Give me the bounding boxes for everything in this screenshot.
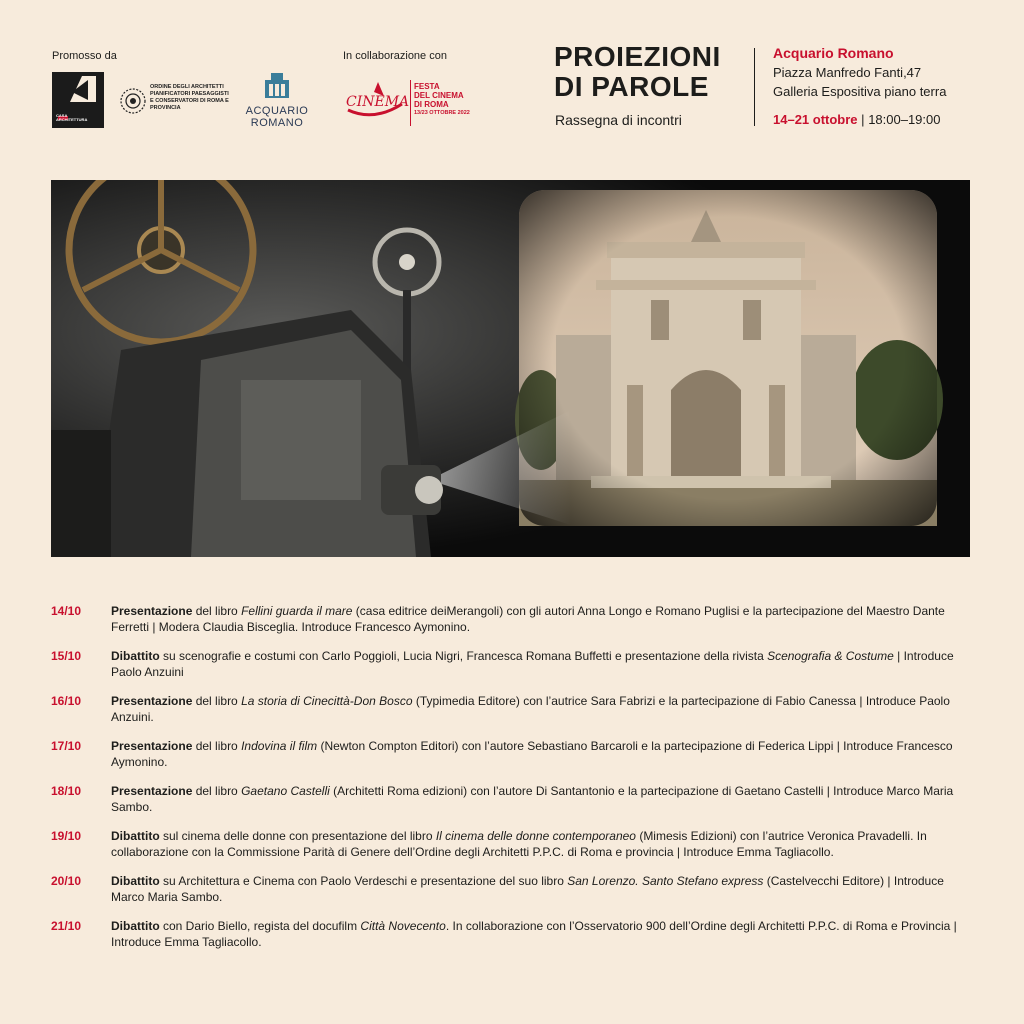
event-text-pre: sul cinema delle donne con presentazione del libro	[159, 829, 436, 843]
collaboration-label: In collaborazione con	[343, 50, 447, 62]
promoted-by-label: Promosso da	[52, 50, 117, 62]
schedule-date: 16/10	[51, 694, 82, 708]
event-text-post: (Castelvecchi Editore) | Introduce Marco Maria Sambo.	[111, 874, 944, 904]
page-subtitle: Rassegna di incontri	[555, 112, 682, 128]
acquario-romano-logo	[242, 70, 312, 134]
schedule-item	[51, 918, 976, 950]
book-title: San Lorenzo. Santo Stefano express	[567, 874, 764, 888]
event-type: Presentazione	[111, 604, 193, 618]
schedule-description	[111, 648, 976, 680]
event-text-post: (casa editrice deiMerangoli) con gli autori Anna Longo e Romano Puglisi e la partecipazione del Maestro Dante Ferretti | Modera Claudia Bisceglia. Introduce Francesco Aymonino.	[111, 604, 945, 634]
ordine-architetti-logo	[120, 84, 230, 118]
book-title: Fellini guarda il mare	[241, 604, 353, 618]
casa-logo-line2: ARCHITETTURA	[56, 117, 88, 122]
schedule-description	[111, 918, 976, 950]
schedule-item	[51, 783, 976, 815]
casa-architettura-logo	[52, 72, 104, 128]
schedule-item	[51, 693, 976, 725]
festa-line1: FESTA	[414, 82, 440, 91]
schedule-description	[111, 738, 976, 770]
book-title: Gaetano Castelli	[241, 784, 330, 798]
title-line1: PROIEZIONI	[554, 41, 721, 72]
event-text-pre: del libro	[192, 739, 242, 753]
schedule-item	[51, 828, 976, 860]
acquario-logo-line1: ACQUARIO	[245, 105, 309, 117]
acquario-logo-line2: ROMANO	[250, 117, 304, 129]
event-text-post: (Architetti Roma edizioni) con l’autore Di Santantonio e la partecipazione di Gaetano Castelli | Introduce Marco Maria Sambo.	[111, 784, 954, 814]
festa-line3: DI ROMA	[414, 100, 449, 109]
schedule-date: 15/10	[51, 649, 82, 663]
event-text-pre: del libro	[192, 604, 242, 618]
schedule-description	[111, 693, 976, 725]
festa-line2: DEL CINEMA	[414, 91, 464, 100]
schedule-description	[111, 828, 976, 860]
venue-name: Acquario Romano	[773, 45, 894, 61]
book-title: Il cinema delle donne contemporaneo	[435, 829, 636, 843]
schedule-date: 21/10	[51, 919, 82, 933]
event-type: Dibattito	[111, 649, 160, 663]
schedule-item	[51, 603, 976, 635]
ordine-seal-icon	[120, 88, 146, 114]
event-text-pre: su scenografie e costumi con Carlo Poggioli, Lucia Nigri, Francesca Romana Buffetti e presentazione della rivista	[159, 649, 768, 663]
schedule-date: 19/10	[51, 829, 82, 843]
schedule-description	[111, 603, 976, 635]
venue-info	[773, 44, 946, 129]
schedule-description	[111, 783, 976, 815]
event-type: Presentazione	[111, 739, 193, 753]
event-type: Dibattito	[111, 874, 160, 888]
schedule-date: 17/10	[51, 739, 82, 753]
schedule-item	[51, 738, 976, 770]
event-type: Presentazione	[111, 784, 193, 798]
schedule-date: 18/10	[51, 784, 82, 798]
event-text-pre: del libro	[192, 784, 242, 798]
venue-hall: Galleria Espositiva piano terra	[773, 84, 947, 99]
event-hours: 18:00–19:00	[868, 112, 941, 127]
ordine-logo-text: ORDINE DEGLI ARCHITETTI PIANIFICATORI PAESAGGISTI E CONSERVATORI DI ROMA E PROVINCIA	[150, 84, 229, 111]
header-divider	[754, 48, 755, 126]
title-line2: DI PAROLE	[554, 71, 709, 102]
event-text-post: (Typimedia Editore) con l’autrice Sara Fabrizi e la partecipazione di Fabio Canessa | Introduce Paolo Anzuini.	[111, 694, 950, 724]
event-text-pre: del libro	[192, 694, 242, 708]
event-text-post: (Mimesis Edizioni) con l’autrice Veronica Pravadelli. In collaborazione con la Commissione Parità di Genere dell’Ordine degli Architetti P.P.C. di Roma e provincia | Introduce Emma Tagliacollo.	[111, 829, 927, 859]
schedule-list	[51, 603, 976, 963]
festa-cinema-logo	[340, 74, 480, 132]
schedule-description	[111, 873, 976, 905]
schedule-date: 20/10	[51, 874, 82, 888]
festa-cinema-icon	[340, 74, 412, 132]
festa-dates: 13/23 OTTOBRE 2022	[414, 110, 470, 116]
book-title: Scenografia & Costume	[767, 649, 894, 663]
book-title: Indovina il film	[241, 739, 318, 753]
event-type: Dibattito	[111, 829, 160, 843]
hero-image	[51, 180, 970, 557]
schedule-item	[51, 873, 976, 905]
schedule-date: 14/10	[51, 604, 82, 618]
projected-screen	[515, 190, 943, 526]
event-text-post: . In collaborazione con l’Osservatorio 900 dell’Ordine degli Architetti P.P.C. di Roma e Provincia | Introduce Emma Tagliacollo.	[111, 919, 957, 949]
book-title: Città Novecento	[360, 919, 446, 933]
book-title: La storia di Cinecittà-Don Bosco	[241, 694, 413, 708]
event-type: Presentazione	[111, 694, 193, 708]
festa-brand-label: CINEMA	[346, 94, 410, 110]
acquario-building-icon	[262, 70, 292, 100]
casa-logo-line1: CASA	[56, 113, 68, 118]
venue-address: Piazza Manfredo Fanti,47	[773, 65, 922, 80]
event-dates: 14–21 ottobre	[773, 112, 858, 127]
event-type: Dibattito	[111, 919, 160, 933]
event-text-post: | Introduce Paolo Anzuini	[111, 649, 954, 679]
event-text-pre: su Architettura e Cinema con Paolo Verdeschi e presentazione del suo libro	[159, 874, 568, 888]
event-text-post: (Newton Compton Editori) con l’autore Sebastiano Barcaroli e la partecipazione di Federica Lippi | Introduce Francesco Aymonino.	[111, 739, 953, 769]
page-title	[554, 42, 721, 102]
schedule-item	[51, 648, 976, 680]
dates-separator: |	[861, 112, 865, 127]
event-text-pre: con Dario Biello, regista del docufilm	[159, 919, 361, 933]
